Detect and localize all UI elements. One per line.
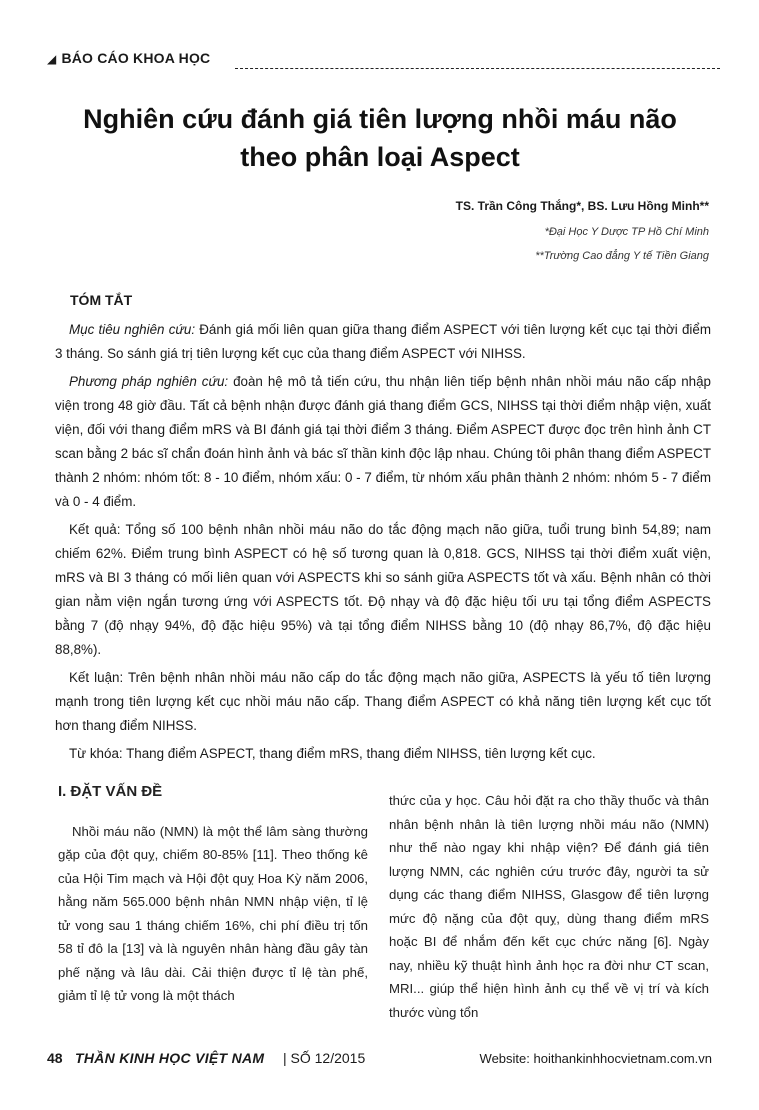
header-divider [235, 68, 720, 69]
title-line-1: Nghiên cứu đánh giá tiên lượng nhồi máu não [83, 104, 677, 134]
section-header [47, 50, 210, 66]
triangle-marker-icon: ◢ [47, 52, 57, 66]
body-paragraph-right: thức của y học. Câu hỏi đặt ra cho thầy thuốc và thân nhân bệnh nhân là tiên lượng nhồi máu não (NMN) như thế nào ngay khi nhập viện? Để đánh giá tiên lượng NMN, các nghiên cứu trước đây, người ta sử dụng các thang điểm NIHSS, Glasgow để tiên lượng mức độ nặng của đột quỵ, dùng thang điểm mRS hoặc BI để nhắm đến kết cục chức năng [6]. Ngày nay, nhiều kỹ thuật hình ảnh học ra đời như CT scan, MRI... giúp thể hiện hình ảnh cụ thể về vị trí và kích thước vùng tổn [389, 793, 709, 1020]
conclusion-text: Trên bệnh nhân nhồi máu não cấp do tắc động mạch não giữa, ASPECTS là yếu tố tiên lượng mạnh trong tiên lượng kết cục nhồi máu não cấp. Thang điểm ASPECT có khả năng tiên lượng kết cục tốt hơn thang điểm NIHSS. [55, 670, 711, 733]
objective-text: Đánh giá mối liên quan giữa thang điểm ASPECT với tiên lượng kết cục tại thời điểm 3 tháng. So sánh giá trị tiên lượng kết cục của thang điểm ASPECT với NIHSS. [55, 322, 712, 361]
abstract-keywords [55, 742, 711, 766]
section-label: BÁO CÁO KHOA HỌC [61, 50, 211, 66]
author-line: TS. Trần Công Thắng*, BS. Lưu Hồng Minh** [455, 199, 709, 213]
affiliation-1: *Đại Học Y Dược TP Hồ Chí Minh [544, 226, 709, 238]
issue-number: | SỐ 12/2015 [283, 1050, 366, 1066]
keywords-text: Thang điểm ASPECT, thang điểm mRS, thang điểm NIHSS, tiên lượng kết cục. [122, 746, 596, 761]
body-column-left [58, 780, 368, 1008]
journal-name: THẦN KINH HỌC VIỆT NAM [75, 1050, 265, 1066]
conclusion-label: Kết luận: [69, 670, 124, 685]
section-heading: I. ĐẶT VẤN ĐỀ [58, 783, 163, 800]
methods-label: Phương pháp nghiên cứu: [69, 374, 229, 389]
body-column-right [389, 789, 709, 1024]
methods-text: đoàn hệ mô tả tiến cứu, thu nhận liên tiếp bệnh nhân nhồi máu não cấp nhập viện trong 48 giờ đầu. Tất cả bệnh nhận được đánh giá thang điểm GCS, NIHSS tại thời điểm nhập viện, xuất viện, đối với thang điểm mRS và BI đánh giá tại thời điểm 3 tháng. Điểm ASPECT được đọc trên hình ảnh CT scan bằng 2 bác sĩ chẩn đoán hình ảnh và bác sĩ thần kinh độc lập nhau. Chúng tôi phân thang điểm ASPECT thành 2 nhóm: nhóm tốt: 8 - 10 điểm, nhóm xấu: 0 - 7 điểm, từ nhóm xấu phân thành 2 nhóm: nhóm 5 - 7 điểm và 0 - 4 điểm. [55, 374, 711, 509]
website-text: Website: hoithankinhhocvietnam.com.vn [479, 1051, 712, 1066]
results-text: Tổng số 100 bệnh nhân nhồi máu não do tắc động mạch não giữa, tuổi trung bình 54,89; nam chiếm 62%. Điểm trung bình ASPECT có hệ số tương quan là 0,818. GCS, NIHSS tại thời điểm xuất viện, mRS và BI 3 tháng có mối liên quan với ASPECTS khi so sánh giữa ASPECTS tốt và xấu. Bệnh nhân có thời gian nằm viện ngắn tương ứng với ASPECTS tốt. Độ nhạy và độ đặc hiệu tối ưu tại tổng điểm ASPECTS bằng 7 (độ nhạy 94%, độ đặc hiệu 95%) và tại tổng điểm NIHSS bằng 10 (độ nhạy 86,7%, độ đặc hiệu 88,8%). [55, 522, 711, 657]
abstract-body [55, 318, 711, 770]
article-title [40, 100, 720, 176]
abstract-results [55, 518, 711, 662]
abstract-heading: TÓM TẮT [70, 292, 133, 308]
title-line-2: theo phân loại Aspect [240, 142, 520, 172]
results-label: Kết quả: [69, 522, 121, 537]
objective-label: Mục tiêu nghiên cứu: [69, 322, 196, 337]
affiliation-2: **Trường Cao đẳng Y tế Tiền Giang [535, 250, 709, 262]
page-footer [47, 1050, 712, 1074]
page-number: 48 [47, 1050, 63, 1066]
abstract-objective [55, 318, 711, 366]
abstract-methods [55, 370, 711, 514]
abstract-conclusion [55, 666, 711, 738]
keywords-label: Từ khóa: [69, 746, 123, 761]
body-paragraph-left: Nhồi máu não (NMN) là một thể lâm sàng thường gặp của đột quỵ, chiếm 80-85% [11]. Theo thống kê của Hội Tim mạch và Hội đột quỵ Hoa Kỳ năm 2006, hằng năm 565.000 bệnh nhân NMN nhập viện, tỉ lệ tử vong sau 1 tháng chiếm 16%, chi phí điều trị tốn 58 tỉ đô la [13] và là nguyên nhân hàng đầu gây tàn phế nặng và lâu dài. Cải thiện được tỉ lệ tàn phế, giảm tỉ lệ tử vong là một thách [58, 823, 368, 1003]
